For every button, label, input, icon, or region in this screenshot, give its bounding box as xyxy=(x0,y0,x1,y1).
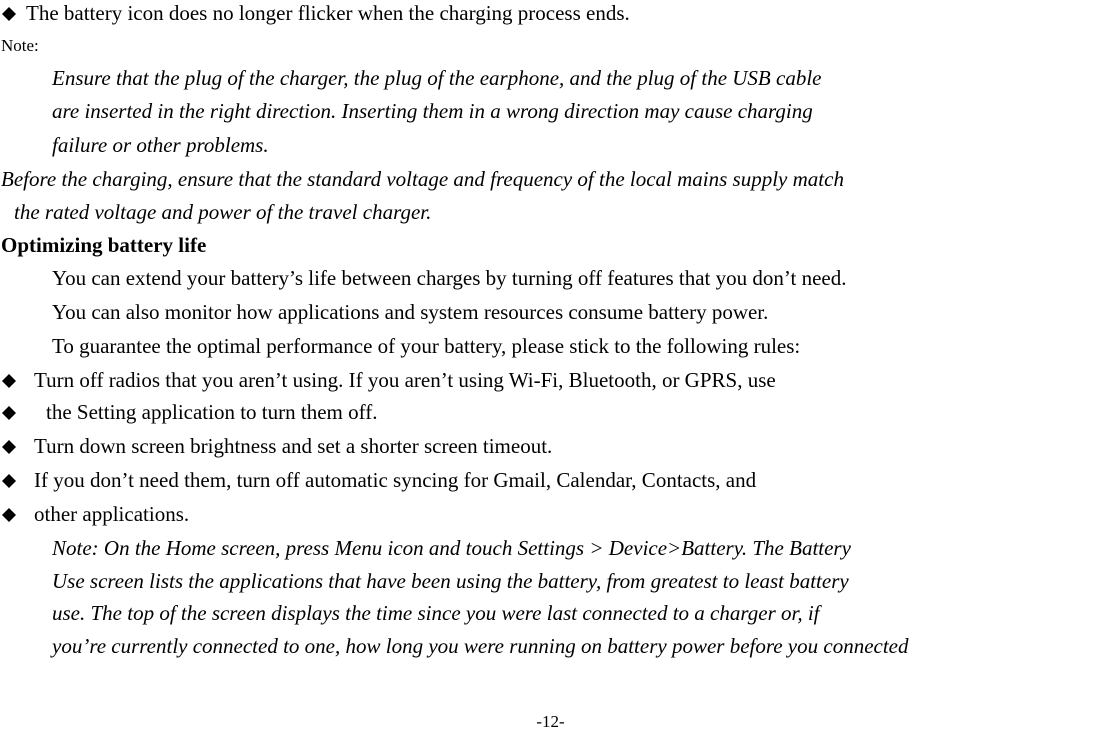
diamond-bullet-icon xyxy=(2,374,16,388)
diamond-bullet-icon xyxy=(2,406,16,420)
page-number: -12- xyxy=(536,712,565,731)
body-text-line: You can extend your battery’s life between charges by turning off features that you don’t need. xyxy=(52,266,847,290)
bullet-item xyxy=(2,433,552,459)
note-text-line: are inserted in the right direction. Inserting them in a wrong direction may cause charging xyxy=(52,99,813,123)
bullet-text: other applications. xyxy=(34,502,190,526)
bullet-text: If you don’t need them, turn off automatic syncing for Gmail, Calendar, Contacts, and xyxy=(34,468,757,492)
diamond-bullet-icon xyxy=(2,440,16,454)
battery-note-line: you’re currently connected to one, how long you were running on battery power before you connected xyxy=(52,634,909,658)
diamond-bullet-icon xyxy=(2,508,16,522)
bullet-text: Turn off radios that you aren’t using. If you aren’t using Wi-Fi, Bluetooth, or GPRS, use xyxy=(34,368,776,392)
bullet-text: the Setting application to turn them off. xyxy=(46,400,378,424)
note-label: Note: xyxy=(1,36,39,55)
diamond-bullet-icon xyxy=(2,474,16,488)
bullet-text: The battery icon does no longer flicker when the charging process ends. xyxy=(26,1,630,25)
bullet-item xyxy=(2,0,630,26)
bullet-item xyxy=(2,367,776,393)
bullet-item xyxy=(2,467,756,493)
charging-warning-line: Before the charging, ensure that the standard voltage and frequency of the local mains supply match xyxy=(1,167,844,191)
section-heading: Optimizing battery life xyxy=(1,233,207,257)
bullet-item xyxy=(2,399,377,425)
note-text-line: Ensure that the plug of the charger, the plug of the earphone, and the plug of the USB cable xyxy=(52,66,822,90)
charging-warning-line: the rated voltage and power of the travel charger. xyxy=(14,200,432,224)
battery-note-line: use. The top of the screen displays the time since you were last connected to a charger or, if xyxy=(52,601,820,625)
bullet-item xyxy=(2,501,189,527)
note-text-line: failure or other problems. xyxy=(52,133,269,157)
body-text-line: You can also monitor how applications and system resources consume battery power. xyxy=(52,300,769,324)
body-text-line: To guarantee the optimal performance of your battery, please stick to the following rules: xyxy=(52,334,801,358)
battery-note-line: Use screen lists the applications that have been using the battery, from greatest to least battery xyxy=(52,569,849,593)
bullet-text: Turn down screen brightness and set a shorter screen timeout. xyxy=(34,434,553,458)
battery-note-line: Note: On the Home screen, press Menu icon and touch Settings > Device>Battery. The Battery xyxy=(52,536,851,560)
diamond-bullet-icon xyxy=(2,7,16,21)
